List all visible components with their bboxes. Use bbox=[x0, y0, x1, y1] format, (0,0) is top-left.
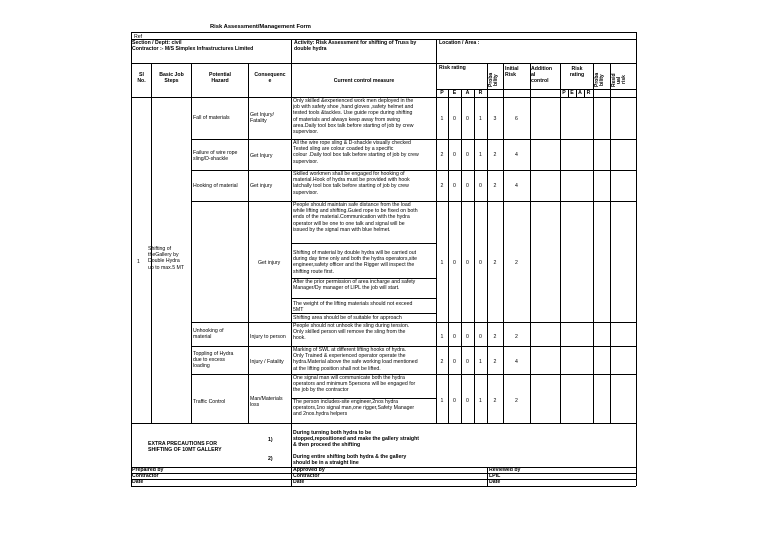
form-title: Risk Assessment/Management Form bbox=[210, 24, 311, 30]
hazard-traffic-control: Traffic Control bbox=[193, 399, 226, 405]
date-footer-label-3: Date bbox=[489, 479, 501, 485]
prob-6: 2 bbox=[493, 359, 497, 365]
basic-job-step: Shifting of theGallery by Double Hydra up to max.5 MT bbox=[148, 246, 185, 271]
header-potential-hazard: Potential Hazard bbox=[209, 72, 231, 85]
header-a: A bbox=[465, 90, 470, 96]
lipl-label: LPIL bbox=[489, 473, 501, 479]
section-label: Section / Deptt: civil bbox=[132, 40, 182, 46]
header-residual-risk: Resid ual risk bbox=[611, 73, 627, 87]
extra-item-1-number: 1) bbox=[268, 437, 273, 443]
reviewed-by-label: Reviewed by bbox=[489, 467, 521, 473]
date-footer-label: Date bbox=[132, 479, 144, 485]
header-p: P bbox=[440, 90, 444, 96]
contractor-footer-label-2: Contractor bbox=[293, 473, 320, 479]
r-7: 1 bbox=[479, 398, 482, 404]
p-6: 2 bbox=[440, 359, 444, 365]
a-2: 0 bbox=[466, 152, 469, 158]
p-3: 2 bbox=[440, 183, 444, 189]
control-4b: Shifting of material by double hydra will be carried out during day time only and both the hydra operators,site engineer,safety officer and the Rigger will inspect the shifting route first. bbox=[293, 250, 417, 275]
extra-item-2-text: During entire shifting both hydra & the gallery should be in a straight line bbox=[293, 454, 407, 467]
header-additional-control: Addition al control bbox=[531, 66, 553, 85]
a-3: 0 bbox=[466, 183, 469, 189]
p-4: 1 bbox=[440, 260, 444, 266]
header-e-2: E bbox=[570, 90, 574, 96]
contractor-footer-label: Contractor bbox=[132, 473, 159, 479]
a-4: 0 bbox=[466, 260, 469, 266]
p-7: 1 bbox=[440, 398, 444, 404]
a-5: 0 bbox=[466, 334, 469, 340]
r-2: 1 bbox=[479, 152, 482, 158]
approved-by-label: Approved by bbox=[293, 467, 325, 473]
contractor-label: Contractor :- M/S Simplex Infrastructures Limited bbox=[132, 46, 254, 52]
r-3: 0 bbox=[479, 183, 482, 189]
r-5: 0 bbox=[479, 334, 482, 340]
control-4d: The weight of the lifting materials should not exceed 5MT bbox=[293, 301, 413, 314]
control-6: Marking of SWL at different lifting hooks of hydra. Only Trained & experienced operator operate the hydra.Material above the safe working load mentioned at the lifting position shall not be lifted. bbox=[293, 347, 418, 372]
header-current-control: Current control measure bbox=[333, 78, 395, 84]
prob-4: 2 bbox=[493, 260, 497, 266]
control-4c: After the prior permission of area incharge and safety Manager/Dy manager of LIPL the job will start. bbox=[293, 279, 416, 292]
e-2: 0 bbox=[453, 152, 456, 158]
activity-label: Activity: Risk Assessment for shifting of Truss by double hydra bbox=[294, 40, 417, 53]
ref-label: Ref bbox=[134, 34, 143, 40]
header-basic-job-steps: Basic Job Steps bbox=[159, 72, 184, 85]
hazard-wire-rope: Failure of wire rope sling/D-shackle bbox=[193, 150, 238, 163]
consequence-6: Injury / Fatality bbox=[250, 359, 284, 365]
prepared-by-label: Prepaired by bbox=[132, 467, 164, 473]
consequence-2: Get Injury bbox=[250, 153, 273, 159]
hazard-hooking: Hooking of material bbox=[193, 183, 238, 189]
control-4e: Shifting area should be of suitable for approach bbox=[293, 315, 402, 321]
initial-7: 2 bbox=[515, 398, 518, 404]
e-7: 0 bbox=[453, 398, 456, 404]
a-6: 0 bbox=[466, 359, 469, 365]
r-1: 1 bbox=[479, 116, 482, 122]
header-e: E bbox=[452, 90, 457, 96]
header-probability: Proba bility bbox=[488, 72, 499, 88]
a-7: 0 bbox=[466, 398, 469, 404]
initial-4: 2 bbox=[515, 260, 518, 266]
a-1: 0 bbox=[466, 116, 469, 122]
prob-5: 2 bbox=[493, 334, 497, 340]
extra-item-2-number: 2) bbox=[268, 456, 273, 462]
extra-item-1-text: During turning both hydra to be stopped,repositioned and make the gallery straight & then proceed the shifting bbox=[293, 430, 419, 449]
control-1: Only skilled &experienced work men deployed in the job with safety shoe ,hand gloves ,safety helmet and tested tools &tackles. Use guide rope during shifting of materials and always keep away from swing area.Daily tool box talk before starting of job by crew supervisor. bbox=[293, 98, 414, 136]
extra-precautions-title: EXTRA PRECAUTIONS FOR SHIFTING OF 10MT GALLERY bbox=[148, 441, 222, 454]
hazard-unhooking: Unhooking of material bbox=[193, 328, 224, 341]
header-probability-2: Proba bility bbox=[594, 72, 605, 88]
initial-5: 2 bbox=[515, 334, 518, 340]
consequence-1: Get Injury/ Fatality bbox=[250, 112, 274, 125]
e-4: 0 bbox=[453, 260, 456, 266]
p-2: 2 bbox=[440, 152, 444, 158]
header-r: R bbox=[478, 90, 483, 96]
consequence-4: Get injury bbox=[258, 260, 281, 266]
sl-number: 1 bbox=[137, 259, 140, 265]
initial-3: 4 bbox=[515, 183, 518, 189]
e-6: 0 bbox=[453, 359, 456, 365]
e-3: 0 bbox=[453, 183, 456, 189]
control-7b: The person includes-site engineer,2nos hydra operators,1no signal man,one rigger,Safety Manager and 2nos.hydra helpers bbox=[293, 399, 415, 418]
r-6: 1 bbox=[479, 359, 482, 365]
location-label: Location / Area : bbox=[439, 40, 480, 46]
p-5: 1 bbox=[440, 334, 444, 340]
control-2: All the wire rope sling & D-shackle visually checked Tested sling are colour coaded by a specific colour .Daily tool box talk before starting of job by crew supervisor. bbox=[293, 140, 419, 165]
e-5: 0 bbox=[453, 334, 456, 340]
consequence-3: Get injury bbox=[250, 183, 273, 189]
prob-3: 2 bbox=[493, 183, 497, 189]
prob-1: 3 bbox=[493, 116, 497, 122]
date-footer-label-2: Date bbox=[293, 479, 305, 485]
control-3: Skilled workmen shall be engaged for hooking of material.Hook of hydra must be provided with hook latchally tool box talk before starting of job by crew supervisor. bbox=[293, 171, 410, 196]
consequence-7: Man/Materials loss bbox=[250, 396, 283, 409]
p-1: 1 bbox=[440, 116, 444, 122]
e-1: 0 bbox=[453, 116, 456, 122]
header-consequence: Consequenc e bbox=[254, 72, 286, 85]
initial-6: 4 bbox=[515, 359, 518, 365]
header-r-2: R bbox=[586, 90, 591, 96]
header-a-2: A bbox=[578, 90, 582, 96]
control-5: People should not unhook the sling during tension. Only skilled person will remove the sling from the hook. bbox=[293, 323, 410, 342]
r-4: 0 bbox=[479, 260, 482, 266]
header-initial-risk: Initial Risk bbox=[505, 66, 519, 79]
initial-1: 6 bbox=[515, 116, 518, 122]
header-risk-rating-2: Risk rating bbox=[569, 66, 585, 79]
control-4a: People should maintain safe distance from the load while lifting and shifting.Guied rope to be fixed on both ends of the material.Communication with the hydra operator will be one to one talk and signal will be issued by the signal man with blue helmet. bbox=[293, 202, 418, 233]
consequence-5: Injury to person bbox=[250, 334, 286, 340]
hazard-toppling: Toppling of Hydra due to excess loading bbox=[193, 351, 234, 370]
header-sl-no: Sl No. bbox=[137, 72, 146, 85]
header-p-2: P bbox=[562, 90, 566, 96]
header-risk-rating: Risk rating bbox=[439, 65, 466, 71]
hazard-fall-of-materials: Fall of materials bbox=[193, 115, 230, 121]
prob-2: 2 bbox=[493, 152, 497, 158]
initial-2: 4 bbox=[515, 152, 518, 158]
prob-7: 2 bbox=[493, 398, 497, 404]
control-7a: One signal man will communicate both the hydra operators and minimum 5persons will be engaged for the job by the contractor bbox=[293, 375, 416, 394]
